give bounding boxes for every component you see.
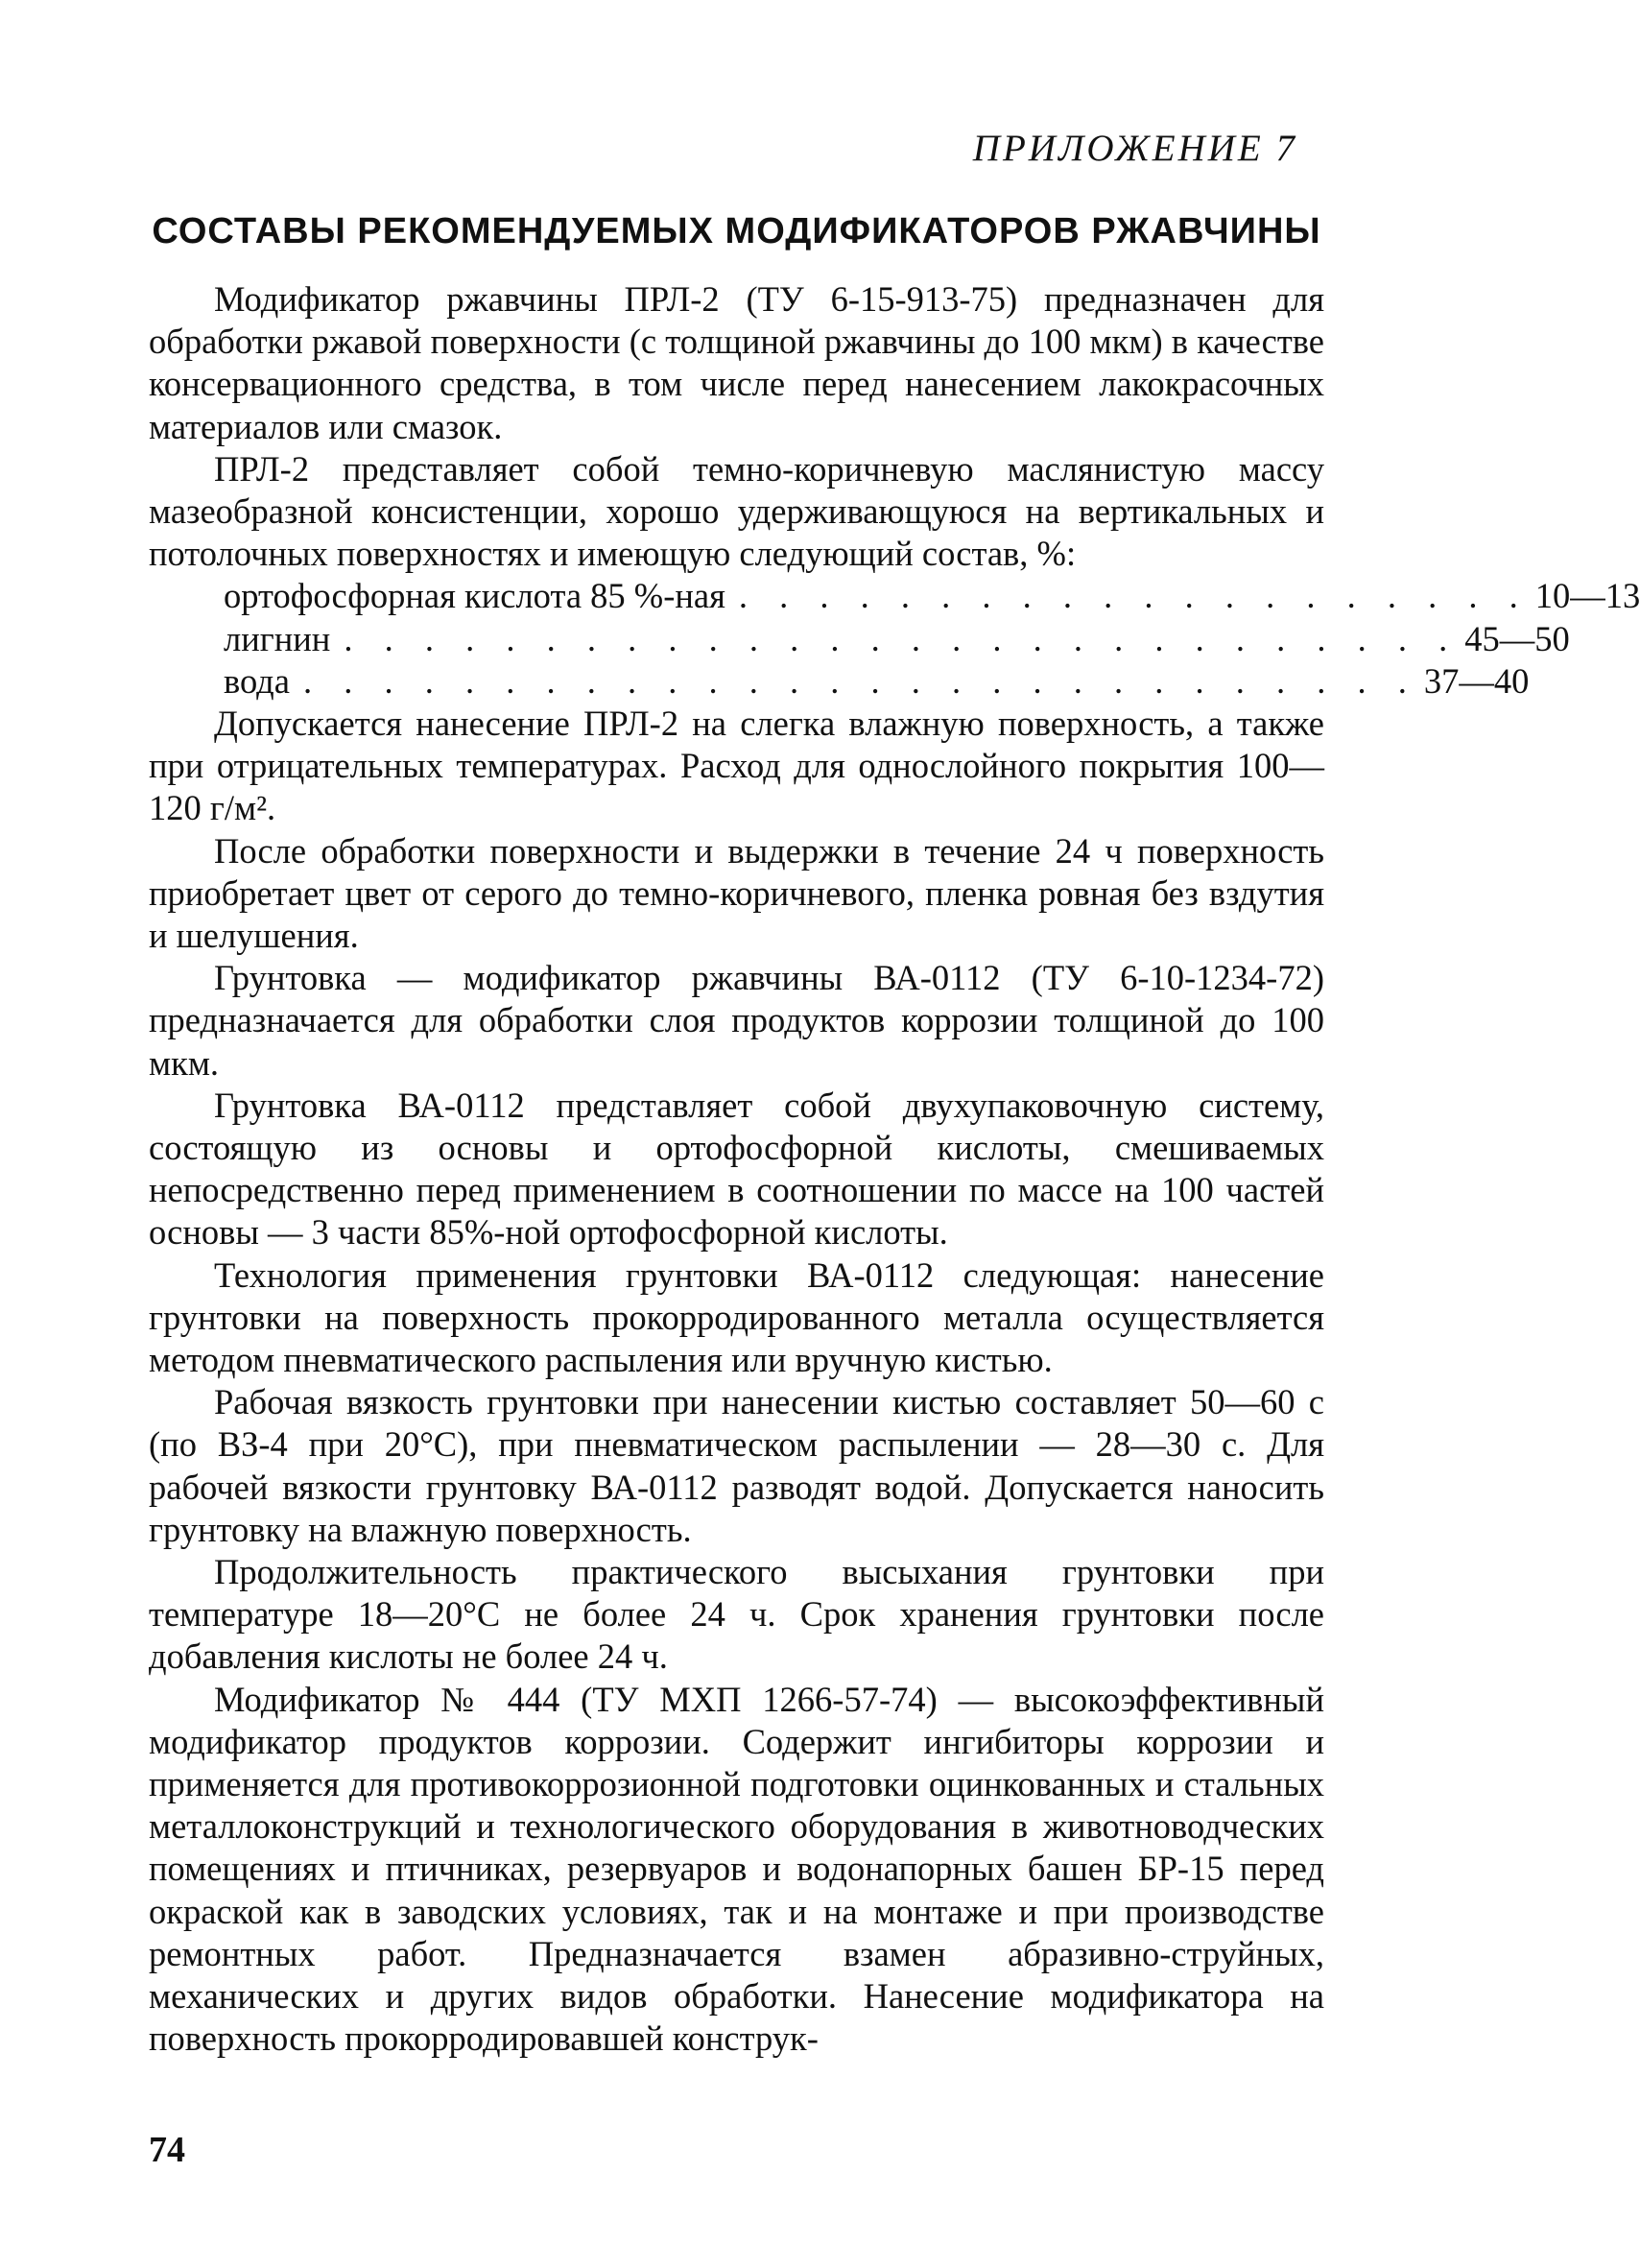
paragraph-8: Рабочая вязкость грунтовки при нанесении кистью составляет 50—60 с (по ВЗ-4 при 20°С), при пневматическом распылении — 28—30 с. Для рабочей вязкости грунтовку ВА-0112 разводят водой. Допускается наносить грунтовку на влажную поверхность. [149,1382,1324,1549]
leader-dots: . . . . . . . . . . . . . . . . . . . . [738,576,1530,616]
paragraph-7: Технология применения грунтовки ВА-0112 следующая: нанесение грунтовки на поверхность прокорродированного металла осуществляется методом пневматического распыления или вручную кистью. [149,1254,1324,1380]
composition-row [224,575,1640,617]
paragraph-3: Допускается нанесение ПРЛ-2 на слегка влажную поверхность, а также при отрицательных температурах. Расход для однослойного покрытия 100—120 г/м². [149,703,1324,828]
paragraph-6: Грунтовка ВА-0112 представляет собой двухупаковочную систему, состоящую из основы и ортофосфорной кислоты, смешиваемых непосредственно перед применением в соотношении по массе на 100 частей основы — 3 части 85%-ной ортофосфорной кислоты. [149,1085,1324,1253]
composition-value: 10—13 [1534,576,1640,616]
paragraph-1: Модификатор ржавчины ПРЛ-2 (ТУ 6-15-913-75) предназначен для обработки ржавой поверхности (с толщиной ржавчины до 100 мкм) в качестве консервационного средства, в том числе перед нанесением лакокрасочных материалов или смазок. [149,279,1324,446]
composition-row [224,618,1570,660]
paragraph-2: ПРЛ-2 представляет собой темно-коричневую маслянистую массу мазеобразной консистенции, хорошо удерживающуюся на вертикальных и потолочных поверхностях и имеющую следующий состав, %: [149,448,1324,574]
appendix-label: ПРИЛОЖЕНИЕ 7 [972,128,1297,169]
composition-row [224,660,1530,703]
composition-value: 45—50 [1464,618,1570,658]
paragraph-10: Модификатор № 444 (ТУ МХП 1266-57-74) — высокоэффективный модификатор продуктов коррозии. Содержит ингибиторы коррозии и применяется для противокоррозионной подготовки оцинкованных и стальных металлоконструкций и технологического оборудования в животноводческих помещениях и птичниках, резервуаров и водонапорных башен БР-15 перед окраской как в заводских условиях, так и на монтаже и при производстве ремонтных работ. Предназначается взамен абразивно-струйных, механических и других видов обработки. Нанесение модификатора на поверхность прокорродировавшей конструк- [149,1679,1324,2059]
body-text [149,278,1640,2060]
paragraph-9: Продолжительность практического высыхания грунтовки при температуре 18—20°С не более 24 ч. Срок хранения грунтовки после добавления кислоты не более 24 ч. [149,1552,1324,1677]
paragraph-5: Грунтовка — модификатор ржавчины ВА-0112 (ТУ 6-10-1234-72) предназначается для обработки слоя продуктов коррозии толщиной до 100 мкм. [149,958,1324,1083]
composition-name: лигнин [224,618,331,658]
composition-name: вода [224,660,290,701]
leader-dots: . . . . . . . . . . . . . . . . . . . . . . . . . . . . [302,660,1418,701]
composition-name: ортофосфорная кислота 85 %-ная [224,576,725,616]
page-title: СОСТАВЫ РЕКОМЕНДУЕМЫХ МОДИФИКАТОРОВ РЖАВЧИНЫ [152,211,1321,251]
composition-value: 37—40 [1423,660,1530,701]
composition-table [224,575,1640,703]
page-number: 74 [149,2130,185,2170]
leader-dots: . . . . . . . . . . . . . . . . . . . . . . . . . . . . [344,618,1460,658]
paragraph-4: После обработки поверхности и выдержки в течение 24 ч поверхность приобретает цвет от серого до темно-коричневого, пленка ровная без вздутия и шелушения. [149,830,1324,955]
